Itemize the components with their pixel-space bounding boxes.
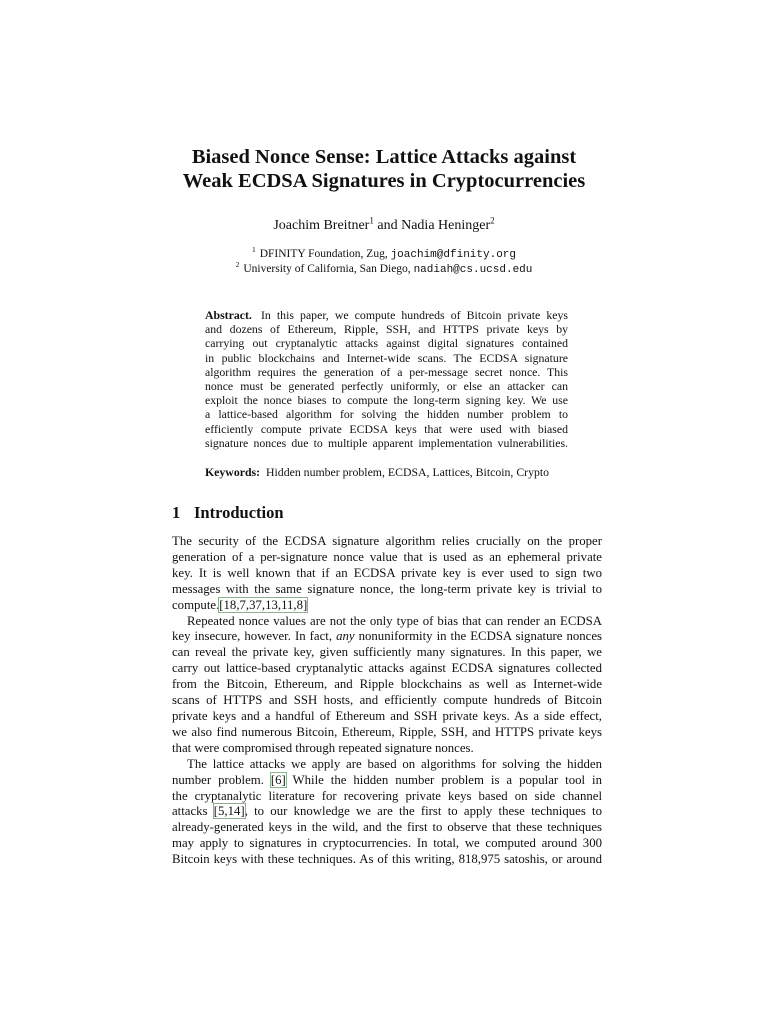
abstract-line: algorithm requires the generation of a per-message secret nonce. This: [205, 364, 568, 379]
author-connector: and: [377, 218, 398, 233]
citation-link[interactable]: [5,14]: [213, 804, 245, 819]
body-line: [172, 598, 602, 614]
introduction-body: [172, 534, 602, 868]
author-name: Nadia Heninger: [401, 218, 491, 233]
abstract-line: signature nonces due to multiple apparent implementation vulnerabilities.: [205, 435, 568, 450]
abstract-line: nonce must be generated perfectly uniformly, or else an attacker can: [205, 379, 568, 394]
abstract-line: carrying out cryptanalytic attacks against digital signatures contained: [205, 336, 568, 351]
body-line: [172, 773, 602, 789]
body-line: may apply to signatures in cryptocurrencies. In total, we computed around 300: [172, 836, 602, 851]
abstract-line: a lattice-based algorithm for solving the hidden number problem to: [205, 407, 568, 422]
keywords-text: Hidden number problem, ECDSA, Lattices, Bitcoin, Crypto: [266, 465, 550, 479]
affiliation-mark: 1: [369, 215, 374, 226]
keywords-label: Keywords:: [205, 465, 261, 479]
affiliation-text: DFINITY Foundation, Zug,: [259, 248, 388, 260]
body-line: generation of a per-signature nonce value that is used as an ephemeral private: [172, 549, 602, 564]
body-line: scans of HTTPS and SSH hosts, and efficiently compute hundreds of Bitcoin: [172, 693, 602, 708]
body-text: nonuniformity in the ECDSA signature nonces: [354, 629, 602, 644]
abstract: [205, 308, 568, 450]
citation-link[interactable]: [18,7,37,13,11,8]: [219, 597, 308, 612]
affiliations: [0, 247, 768, 277]
title-line: Weak ECDSA Signatures in Cryptocurrencies: [182, 170, 586, 192]
body-line: The security of the ECDSA signature algorithm relies crucially on the proper: [172, 534, 602, 548]
body-line: carry out lattice-based cryptanalytic attacks against ECDSA signatures collected: [172, 661, 602, 676]
body-line: [172, 629, 602, 645]
citation-link[interactable]: [6]: [270, 772, 286, 787]
title-line: Biased Nonce Sense: Lattice Attacks against: [191, 146, 577, 168]
abstract-line: and dozens of Ethereum, Ripple, SSH, and HTTPS private keys by: [205, 322, 568, 337]
body-line: already-generated keys in the wild, and the first to observe that these techniques: [172, 820, 602, 835]
body-line: Repeated nonce values are not the only type of bias that can render an ECDSA: [187, 613, 602, 628]
body-line: The lattice attacks we apply are based on algorithms for solving the hidden: [187, 756, 602, 771]
body-line: we also find numerous Bitcoin, Ethereum, Ripple, SSH, and HTTPS private keys: [172, 724, 602, 739]
body-text: attacks: [172, 804, 214, 819]
body-line: can reveal the private key, given sufficiently many signatures. In this paper, we: [172, 645, 602, 660]
abstract-line: efficiently compute private ECDSA keys that were used with biased: [205, 421, 568, 436]
keywords: [205, 465, 568, 479]
body-line: from the Bitcoin, Ethereum, and Ripple blockchains as well as Internet-wide: [172, 677, 602, 692]
body-text: number problem.: [172, 772, 271, 787]
author-email: nadiah@cs.ucsd.edu: [413, 264, 533, 276]
abstract-label: Abstract.: [205, 308, 252, 322]
body-line: Bitcoin keys with these techniques. As of this writing, 818,975 satoshis, or around: [172, 852, 602, 867]
section-title: Introduction: [194, 503, 284, 522]
body-line: [172, 804, 602, 820]
body-line: the cryptanalytic literature for recovering private keys based on side channel: [172, 788, 602, 803]
section-number: 1: [172, 503, 181, 522]
body-line: messages with the same signature nonce, the long-term private key is trivial to: [172, 581, 602, 596]
affiliation: [0, 262, 768, 277]
affiliation-mark: 1: [251, 245, 256, 255]
abstract-line: exploit the nonce biases to compute the long-term signing key. We use: [205, 393, 568, 408]
abstract-line: [205, 308, 568, 322]
author-list: [0, 215, 768, 234]
body-line: that were compromised through repeated signature nonces.: [172, 740, 474, 755]
body-text: While the hidden number problem is a popular tool in: [285, 772, 602, 787]
affiliation-mark: 2: [235, 260, 240, 270]
abstract-line: in public blockchains and Internet-wide scans. The ECDSA signature: [205, 350, 568, 365]
affiliation: [0, 247, 768, 262]
abstract-text: In this paper, we compute hundreds of Bitcoin private keys: [260, 308, 568, 322]
paper-title: [0, 145, 768, 193]
body-line: key. It is well known that if an ECDSA private key is ever used to sign two: [172, 565, 602, 580]
body-text: compute.: [172, 597, 220, 612]
affiliation-text: University of California, San Diego,: [243, 263, 411, 275]
section-heading: [172, 503, 284, 523]
author-email: joachim@dfinity.org: [390, 249, 516, 261]
body-text: , to our knowledge we are the first to apply these techniques to: [244, 804, 602, 819]
author-name: Joachim Breitner: [273, 218, 370, 233]
affiliation-mark: 2: [490, 215, 495, 226]
body-line: private keys and a handful of Ethereum and SSH private keys. As a side effect,: [172, 708, 602, 723]
body-text: key insecure, however. In fact,: [172, 629, 337, 644]
emphasis-text: any: [336, 629, 355, 644]
